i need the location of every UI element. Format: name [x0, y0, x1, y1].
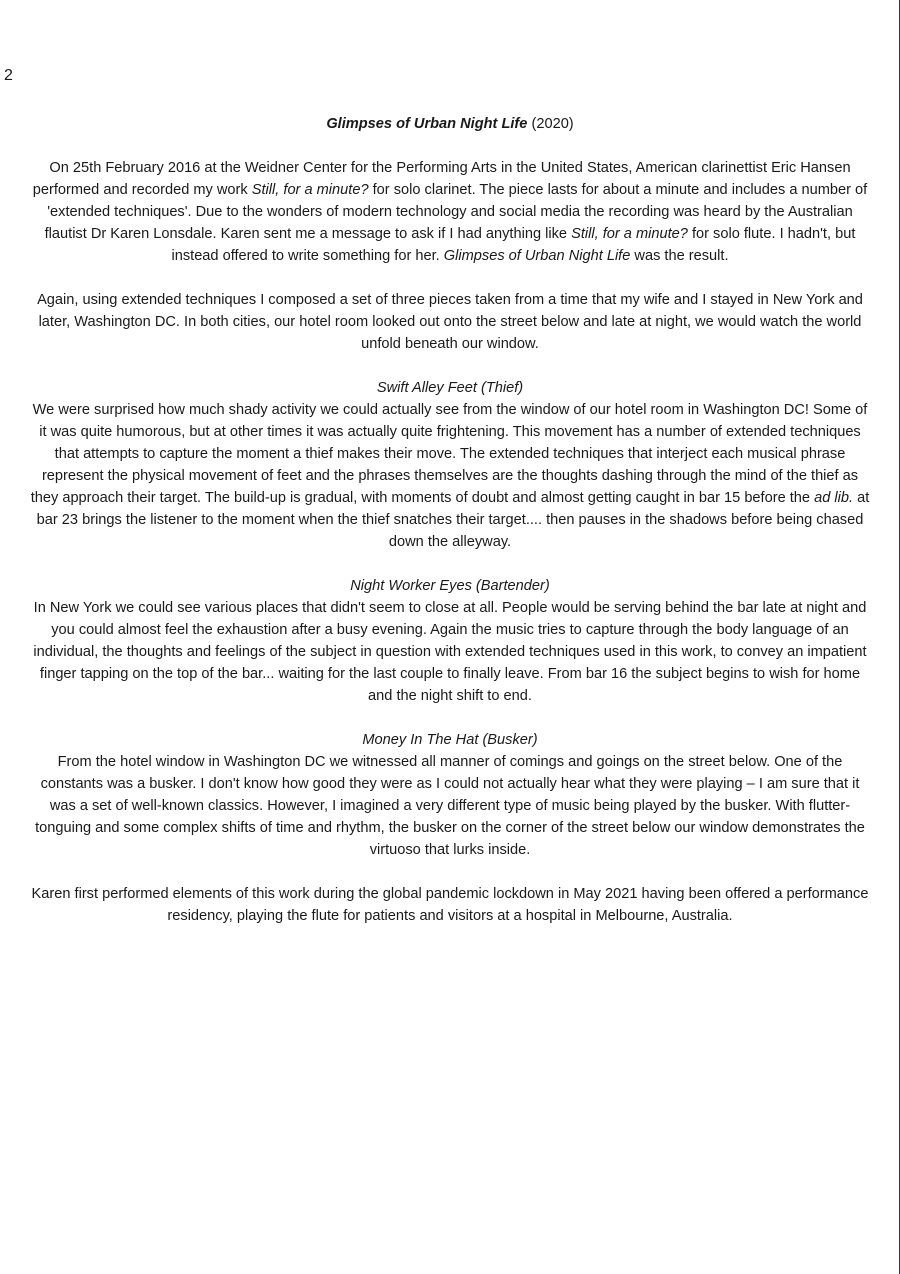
document-body [30, 113, 870, 949]
movement-2-text: In New York we could see various places that didn't seem to close at all. People would be serving behind the bar late at night and you could almost feel the exhaustion after a busy evening. Again the music tries to capture through the body language of an individual, the thoughts and feelings of the subject in question with extended techniques used in this work, to convey an impatient finger tapping on the top of the bar... waiting for the last couple to finally leave. From bar 16 the subject begins to wish for home and the night shift to end. [33, 600, 867, 704]
page-title [30, 113, 870, 135]
intro-text-b: for solo clarinet. The piece lasts for about a minute and includes a number of 'extended techniques'. Due to the wonders of modern technology and social media the recording was heard by the Australian flautist Dr Karen Lonsdale. Karen sent me a message to ask if I had anything like [44, 182, 868, 242]
title-year: (2020) [531, 116, 574, 132]
movement-2 [30, 575, 870, 707]
intro-text-a: On 25th February 2016 at the Weidner Center for the Performing Arts in the United States, American clarinettist Eric Hansen performed and recorded my work [32, 160, 851, 198]
movement-3-heading: Money In The Hat (Busker) [362, 732, 538, 748]
movement-1-text-b: at bar 23 brings the listener to the moment when the thief snatches their target.... then pauses in the shadows before being chased down the alleyway. [36, 490, 870, 550]
intro-work-title: Still, for a minute? [251, 182, 369, 198]
intro-text-c: for solo flute. I hadn't, but instead offered to write something for her. [171, 226, 856, 264]
movement-1-heading: Swift Alley Feet (Thief) [376, 380, 524, 396]
closing-paragraph: Karen first performed elements of this work during the global pandemic lockdown in May 2021 having been offered a performance residency, playing the flute for patients and visitors at a hospital in Melbourne, Australia. [31, 886, 869, 924]
title-work-name: Glimpses of Urban Night Life [326, 116, 528, 132]
intro-paragraph-2: Again, using extended techniques I composed a set of three pieces taken from a time that my wife and I stayed in New York and later, Washington DC. In both cities, our hotel room looked out onto the street below and late at night, we would watch the world unfold beneath our window. [37, 292, 863, 352]
movement-2-heading: Night Worker Eyes (Bartender) [350, 578, 550, 594]
movement-3-text: From the hotel window in Washington DC we witnessed all manner of comings and goings on the street below. One of the constants was a busker. I don't know how good they were as I could not actually hear what they were playing – I am sure that it was a set of well-known classics. However, I imagined a very different type of music being played by the busker. With flutter-tonguing and some complex shifts of time and rhythm, the busker on the corner of the street below our window demonstrates the virtuoso that lurks inside. [35, 754, 865, 858]
intro-text-d: was the result. [630, 248, 729, 264]
page-number: 2 [4, 67, 13, 84]
intro-work-title-2: Still, for a minute? [571, 226, 688, 242]
movement-1-term: ad lib. [814, 490, 854, 506]
movement-1 [30, 377, 870, 553]
intro-paragraph-1 [30, 157, 870, 267]
movement-3 [30, 729, 870, 861]
movement-1-text-a: We were surprised how much shady activity we could actually see from the window of our hotel room in Washington DC! Some of it was quite humorous, but at other times it was actually quite frightening. This movement has a number of extended techniques that attempts to capture the moment a thief makes their move. The extended techniques that interject each musical phrase represent the physical movement of feet and the phrases themselves are the thoughts dashing through the mind of the thief as they approach their target. The build-up is gradual, with moments of doubt and almost getting caught in bar 15 before the [30, 402, 868, 506]
intro-work-title-3: Glimpses of Urban Night Life [443, 248, 631, 264]
